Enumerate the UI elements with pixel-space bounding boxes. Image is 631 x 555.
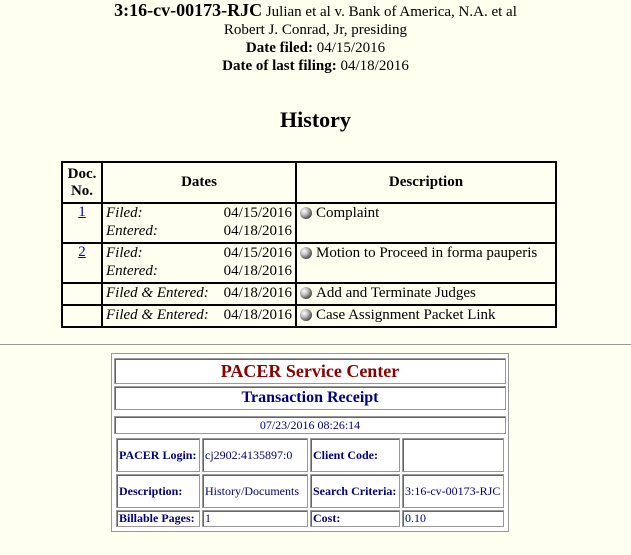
description-cell bbox=[296, 305, 556, 327]
table-row bbox=[62, 243, 556, 283]
doc-1-link[interactable]: 1 bbox=[78, 204, 86, 220]
filed-date: 04/15/2016 bbox=[223, 245, 292, 261]
description-text: Complaint bbox=[316, 205, 380, 221]
description-text: Case Assignment Packet Link bbox=[316, 307, 496, 323]
entered-date: 04/18/2016 bbox=[223, 263, 292, 279]
receipt-title: PACER Service Center bbox=[114, 358, 506, 384]
receipt-row bbox=[116, 474, 504, 508]
receipt-row bbox=[116, 438, 504, 472]
filed-label: Filed: bbox=[106, 245, 143, 261]
filed-date: 04/15/2016 bbox=[223, 205, 292, 221]
pacer-receipt bbox=[111, 353, 509, 532]
table-row bbox=[62, 305, 556, 327]
receipt-datetime: 07/23/2016 08:26:14 bbox=[114, 416, 506, 434]
login-label: PACER Login: bbox=[116, 438, 200, 472]
receipt-row bbox=[116, 510, 504, 527]
doc-number-cell bbox=[62, 305, 102, 327]
doc-number-cell bbox=[62, 243, 102, 283]
billable-pages-label: Billable Pages: bbox=[116, 510, 200, 527]
date-last-filing: Date of last filing: 04/18/2016 bbox=[222, 58, 409, 74]
horizontal-rule bbox=[0, 344, 631, 345]
doc-no-header: Doc. No. bbox=[62, 162, 102, 203]
search-criteria-value: 3:16-cv-00173-RJC bbox=[402, 474, 504, 508]
receipt-subtitle: Transaction Receipt bbox=[114, 386, 506, 410]
history-table bbox=[61, 161, 557, 328]
search-criteria-label: Search Criteria: bbox=[310, 474, 400, 508]
receipt-table bbox=[114, 436, 506, 529]
filed-entered-label: Filed & Entered: bbox=[106, 285, 209, 301]
entered-date: 04/18/2016 bbox=[223, 223, 292, 239]
description-header: Description bbox=[296, 162, 556, 203]
presiding-judge: Robert J. Conrad, Jr, presiding bbox=[223, 22, 408, 38]
date-filed: Date filed: 04/15/2016 bbox=[245, 40, 386, 56]
table-row bbox=[62, 283, 556, 305]
billable-pages-value: 1 bbox=[202, 510, 308, 527]
bullet-icon bbox=[300, 247, 312, 259]
description-value: History/Documents bbox=[202, 474, 308, 508]
filed-entered-date: 04/18/2016 bbox=[223, 307, 292, 323]
bullet-icon bbox=[300, 287, 312, 299]
dates-cell bbox=[102, 305, 296, 327]
case-number: 3:16-cv-00173-RJC bbox=[114, 0, 263, 20]
description-cell bbox=[296, 243, 556, 283]
entered-label: Entered: bbox=[106, 223, 158, 239]
bullet-icon bbox=[300, 309, 312, 321]
dates-cell bbox=[102, 243, 296, 283]
client-code-label: Client Code: bbox=[310, 438, 400, 472]
table-row bbox=[62, 203, 556, 243]
history-header-row bbox=[62, 162, 556, 203]
doc-2-link[interactable]: 2 bbox=[78, 244, 86, 260]
history-heading: History bbox=[280, 107, 351, 132]
doc-number-cell bbox=[62, 283, 102, 305]
filed-entered-date: 04/18/2016 bbox=[223, 285, 292, 301]
case-header bbox=[0, 1, 631, 75]
description-text: Add and Terminate Judges bbox=[316, 285, 476, 301]
login-value: cj2902:4135897:0 bbox=[202, 438, 308, 472]
doc-number-cell bbox=[62, 203, 102, 243]
case-title-line bbox=[0, 1, 631, 21]
bullet-icon bbox=[300, 207, 312, 219]
filed-entered-label: Filed & Entered: bbox=[106, 307, 209, 323]
dates-cell bbox=[102, 283, 296, 305]
client-code-value bbox=[402, 438, 504, 472]
description-label: Description: bbox=[116, 474, 200, 508]
dates-cell bbox=[102, 203, 296, 243]
case-title: Julian et al v. Bank of America, N.A. et al bbox=[265, 4, 517, 20]
cost-label: Cost: bbox=[310, 510, 400, 527]
description-text: Motion to Proceed in forma pauperis bbox=[316, 245, 538, 261]
entered-label: Entered: bbox=[106, 263, 158, 279]
cost-value: 0.10 bbox=[402, 510, 504, 527]
filed-label: Filed: bbox=[106, 205, 143, 221]
description-cell bbox=[296, 283, 556, 305]
dates-header: Dates bbox=[102, 162, 296, 203]
description-cell bbox=[296, 203, 556, 243]
